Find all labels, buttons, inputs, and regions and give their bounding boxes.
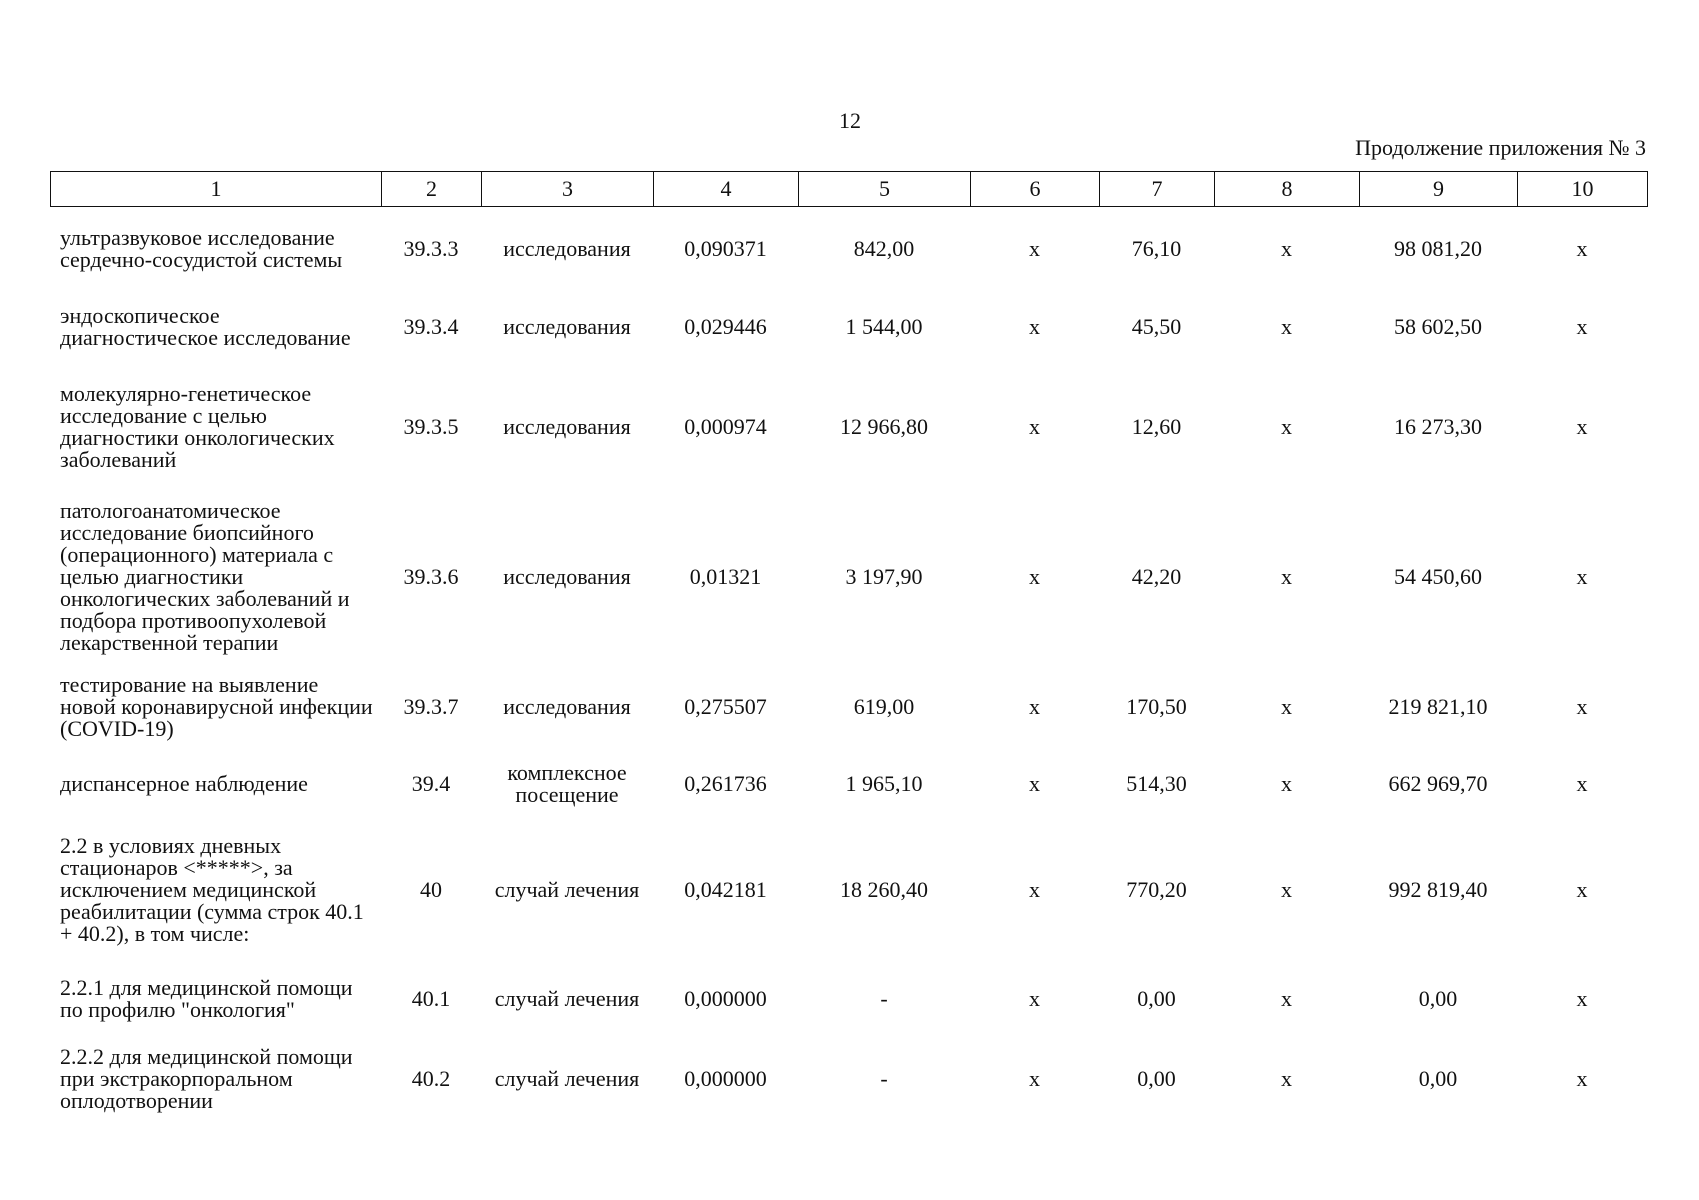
row-code: 40.1 [411,986,451,1011]
row-col7: 12,60 [1131,414,1182,439]
row-col4: 0,275507 [684,694,767,719]
row-code: 40 [420,877,442,902]
row-unit: исследования [503,564,631,589]
row-col6: х [1029,694,1040,719]
data-table [50,209,1647,1121]
table-row [50,365,1647,489]
row-col9: 58 602,50 [1394,314,1482,339]
table-row [50,289,1647,365]
row-col6: х [1029,314,1040,339]
column-header: 1 [51,172,382,207]
row-unit: исследования [503,694,631,719]
row-col6: х [1029,414,1040,439]
row-col5: 1 544,00 [845,314,923,339]
row-col7: 45,50 [1131,314,1182,339]
row-col7: 514,30 [1126,771,1187,796]
row-col4: 0,000000 [684,986,767,1011]
continuation-caption: Продолжение приложения № 3 [1355,135,1646,160]
row-unit: случай лечения [494,1066,640,1091]
row-col5: 18 260,40 [840,877,928,902]
row-col9: 98 081,20 [1394,236,1482,261]
row-col6: х [1029,877,1040,902]
row-col4: 0,029446 [684,314,767,339]
row-col7: 170,50 [1126,694,1187,719]
row-col6: х [1029,564,1040,589]
row-name: 2.2.1 для медицинской помощи по профилю "онкология" [60,975,353,1022]
row-name: эндоскопическое диагностическое исследование [60,303,351,350]
row-col7: 0,00 [1137,1066,1176,1091]
row-col8: х [1281,564,1292,589]
row-col5: 1 965,10 [845,771,923,796]
row-col9: 0,00 [1418,1066,1458,1091]
row-name: патологоанатомическое исследование биопсийного (операционного) материала с целью диагностики онкологических заболеваний и подбора противоопухолевой лекарственной терапии [60,498,350,655]
row-col8: х [1281,877,1292,902]
row-name: ультразвуковое исследование сердечно-сосудистой системы [60,225,343,272]
row-col5: - [880,986,888,1011]
row-unit: исследования [503,414,631,439]
row-col8: х [1281,314,1292,339]
row-col6: х [1029,1066,1040,1091]
row-col6: х [1029,236,1040,261]
row-col9: 0,00 [1418,986,1458,1011]
row-col10: х [1576,877,1588,902]
row-name: молекулярно-генетическое исследование с целью диагностики онкологических заболеваний [60,381,335,472]
row-col10: х [1576,1066,1588,1091]
table-row [50,749,1647,819]
row-unit: исследования [503,236,631,261]
table-row [50,665,1647,749]
row-col4: 0,01321 [689,564,762,589]
table-row [50,819,1647,961]
row-col6: х [1029,986,1040,1011]
table-row [50,489,1647,665]
row-name: 2.2 в условиях дневных стационаров <*****>, за исключением медицинской реабилитации (сумма строк 40.1 + 40.2), в том числе: [60,833,364,946]
row-col9: 662 969,70 [1388,771,1488,796]
row-unit: исследования [503,314,631,339]
row-col4: 0,000974 [684,414,767,439]
row-name: диспансерное наблюдение [60,771,308,796]
row-col6: х [1029,771,1040,796]
table-row [50,961,1647,1037]
row-code: 39.3.6 [403,564,459,589]
column-number-header [50,171,1648,207]
row-col5: - [880,1066,888,1091]
table-row [50,1037,1647,1121]
row-col5: 3 197,90 [845,564,923,589]
column-header: 4 [654,172,799,207]
row-code: 39.4 [411,771,451,796]
row-col7: 76,10 [1131,236,1182,261]
column-header: 2 [382,172,482,207]
row-col8: х [1281,236,1292,261]
page-number: 12 [839,108,861,133]
header-row [51,172,1648,207]
column-header: 3 [482,172,654,207]
row-col5: 619,00 [853,694,915,719]
row-col10: х [1576,564,1588,589]
row-col10: х [1576,314,1588,339]
row-col9: 16 273,30 [1394,414,1482,439]
row-name: тестирование на выявление новой коронавирусной инфекции (COVID-19) [60,672,373,741]
row-col10: х [1576,236,1588,261]
table-row [50,209,1647,289]
row-col9: 54 450,60 [1394,564,1482,589]
row-unit: случай лечения [494,986,640,1011]
row-col10: х [1576,771,1588,796]
row-col5: 12 966,80 [840,414,928,439]
row-col8: х [1281,1066,1292,1091]
row-col8: х [1281,771,1292,796]
row-col8: х [1281,986,1292,1011]
column-header: 5 [799,172,971,207]
row-col7: 770,20 [1126,877,1187,902]
column-header: 8 [1215,172,1360,207]
row-col7: 0,00 [1137,986,1176,1011]
row-name: 2.2.2 для медицинской помощи при экстракорпоральном оплодотворении [60,1044,353,1113]
row-col4: 0,090371 [684,236,767,261]
row-code: 39.3.5 [403,414,459,439]
row-code: 39.3.7 [403,694,459,719]
row-code: 40.2 [411,1066,451,1091]
column-header: 7 [1100,172,1215,207]
column-header: 10 [1518,172,1648,207]
row-code: 39.3.3 [403,236,459,261]
row-col8: х [1281,414,1292,439]
row-col9: 992 819,40 [1388,877,1488,902]
column-header: 6 [971,172,1100,207]
column-header: 9 [1360,172,1518,207]
row-col4: 0,261736 [684,771,767,796]
row-unit: случай лечения [494,877,640,902]
row-code: 39.3.4 [403,314,459,339]
row-col4: 0,042181 [684,877,767,902]
row-col10: х [1576,414,1588,439]
row-col4: 0,000000 [684,1066,767,1091]
row-col5: 842,00 [853,236,915,261]
row-col10: х [1576,694,1588,719]
row-col9: 219 821,10 [1388,694,1488,719]
row-col7: 42,20 [1131,564,1182,589]
row-col8: х [1281,694,1292,719]
row-col10: х [1576,986,1588,1011]
row-unit: комплексное посещение [507,760,627,807]
